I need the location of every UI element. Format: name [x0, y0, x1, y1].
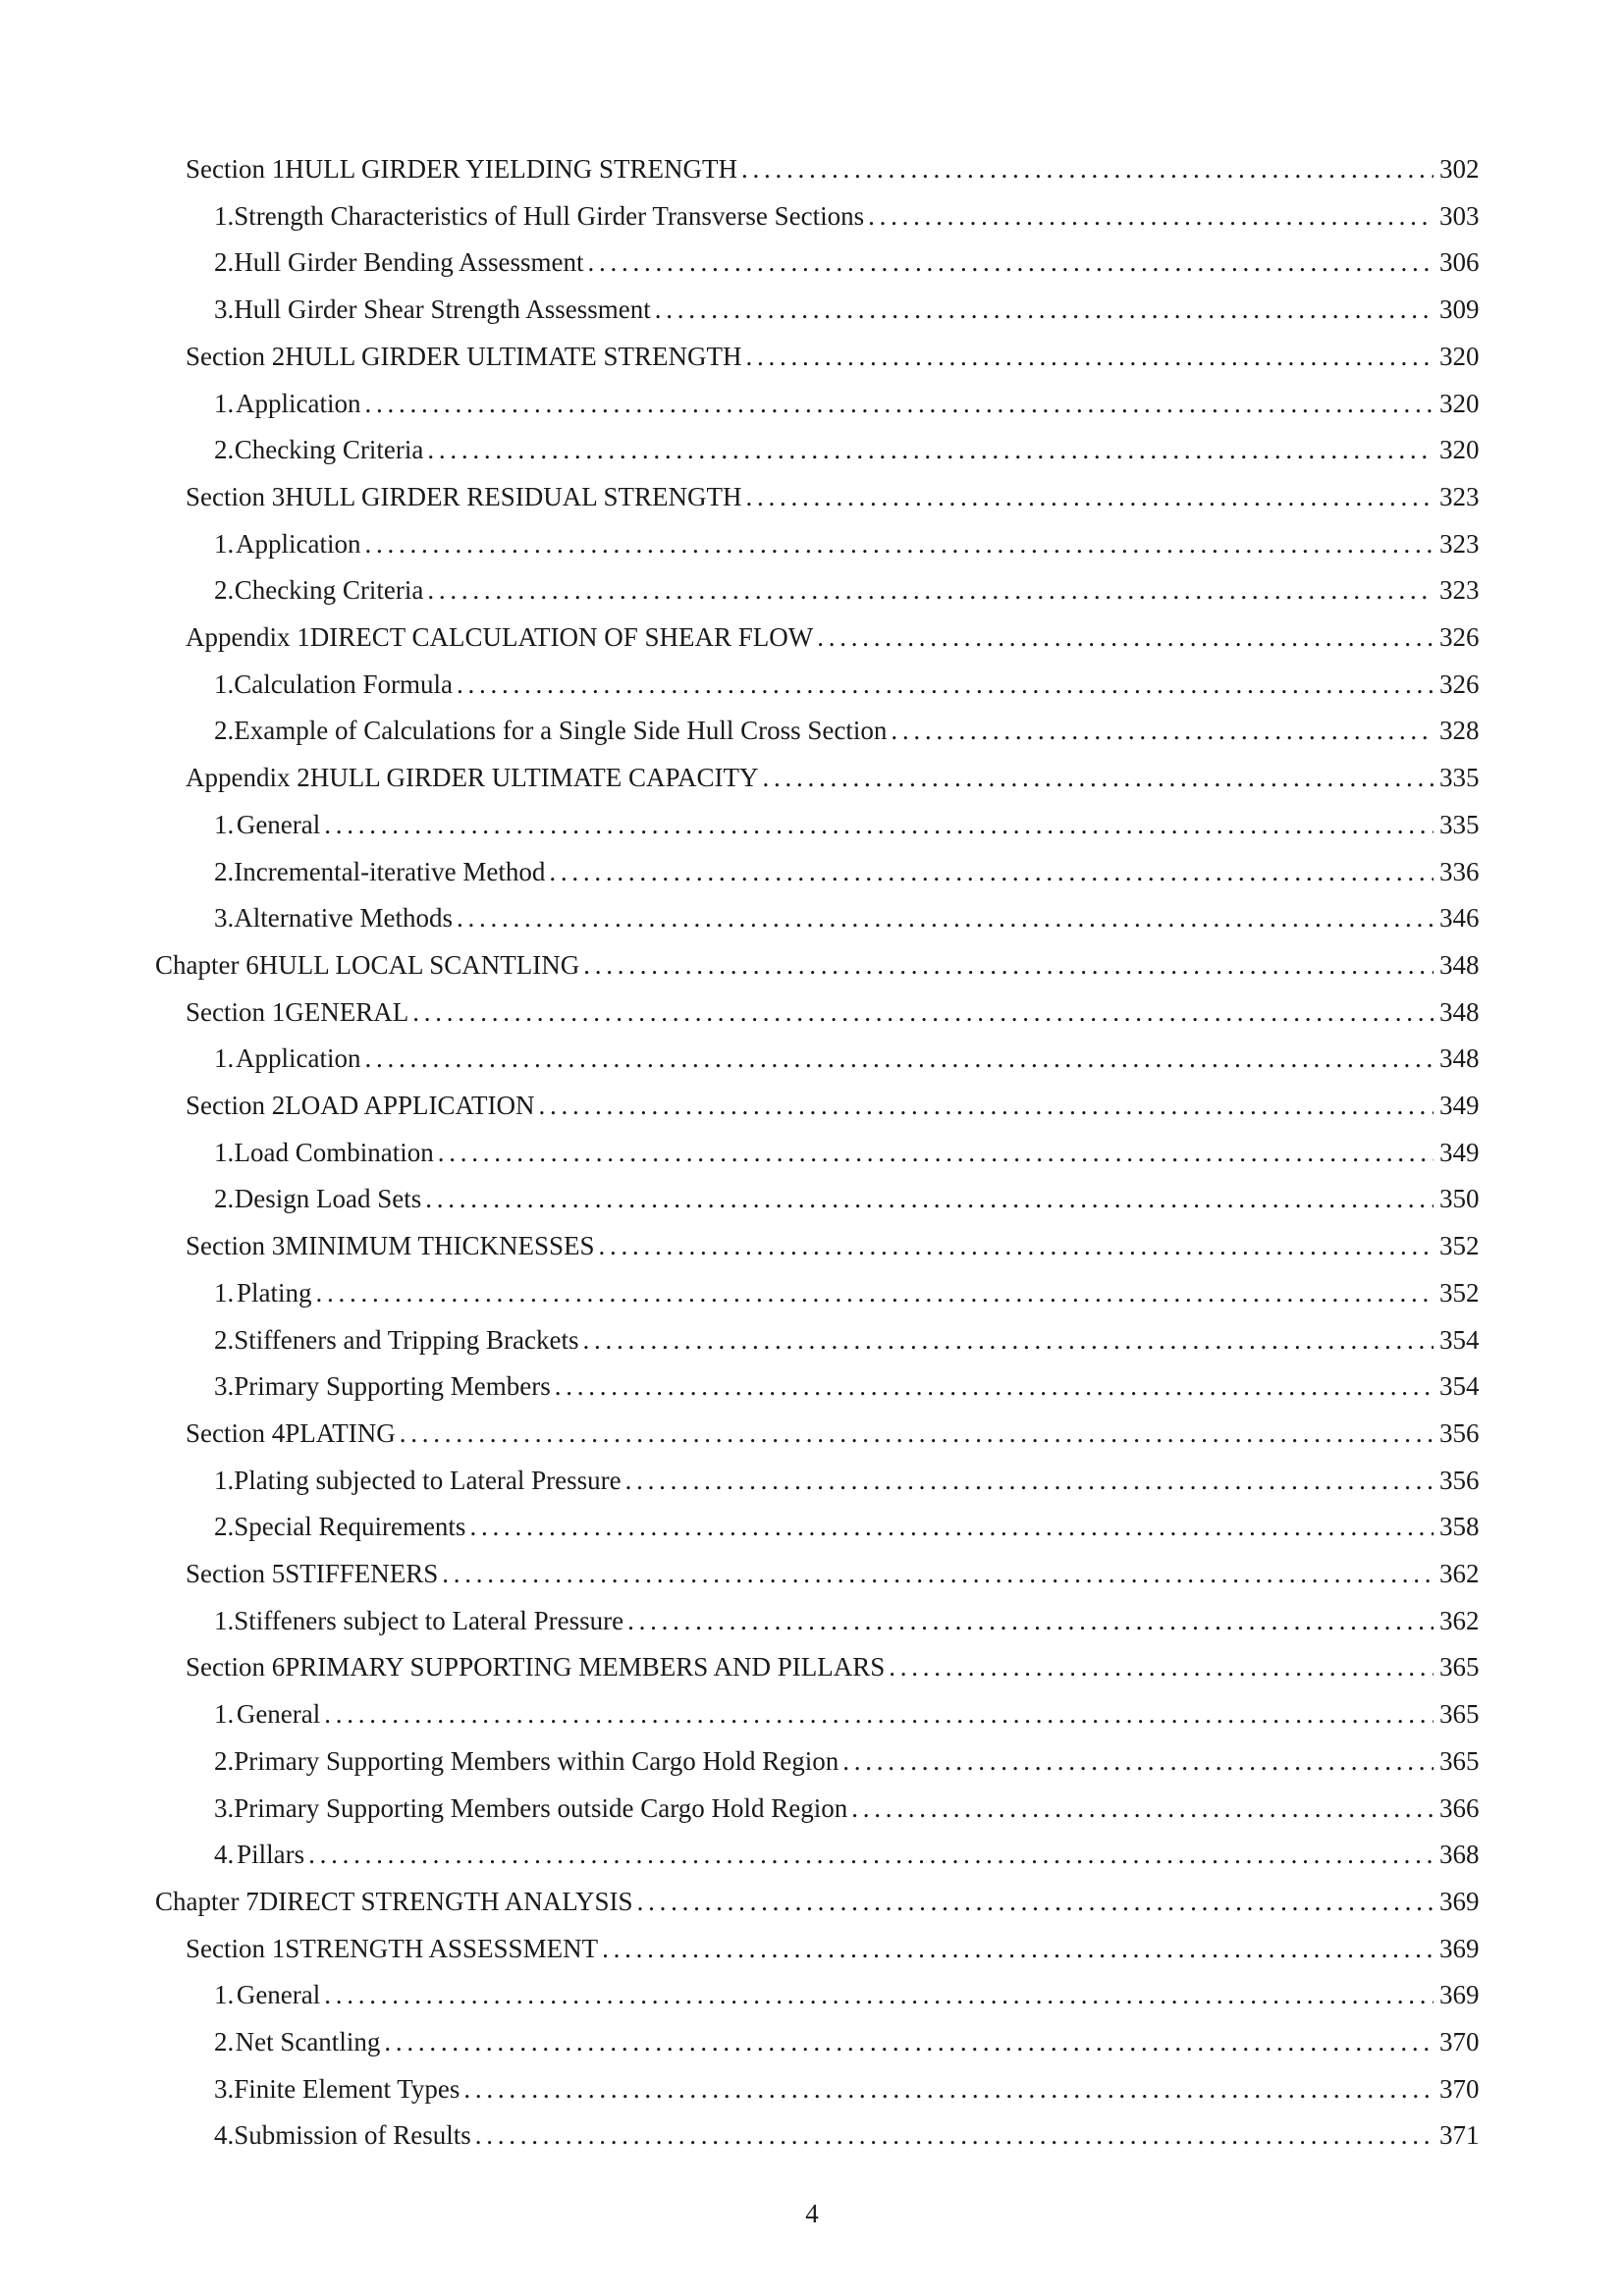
- toc-entry-title: Load Combination: [234, 1137, 434, 1167]
- toc-entry-item[interactable]: [214, 711, 1479, 750]
- toc-entry-item[interactable]: [214, 665, 1479, 704]
- toc-entry-item[interactable]: [214, 1039, 1479, 1078]
- dot-leader: [539, 1086, 1434, 1125]
- toc-entry-title: HULL GIRDER RESIDUAL STRENGTH: [285, 481, 742, 511]
- page-number: 4: [805, 2199, 819, 2228]
- toc-entry-page: 354: [1439, 1324, 1480, 1355]
- toc-entry-page: 365: [1439, 1699, 1480, 1730]
- toc-entry-label: 2.: [214, 1745, 235, 1776]
- dot-leader: [457, 898, 1434, 937]
- toc-entry-page: 369: [1439, 1933, 1480, 1963]
- toc-entry-label: 2.: [214, 435, 235, 465]
- toc-entry-label: Chapter 7: [155, 1886, 259, 1916]
- toc-entry-chapter[interactable]: [155, 945, 1479, 985]
- dot-leader: [316, 1273, 1434, 1312]
- toc-entry-label: Section 2: [186, 1091, 286, 1120]
- toc-entry-label: 2.: [214, 856, 235, 886]
- toc-entry-page: 371: [1439, 2120, 1480, 2151]
- dot-leader: [891, 711, 1434, 750]
- toc-entry-section[interactable]: [186, 337, 1479, 376]
- toc-entry-label: 2.: [214, 1324, 235, 1355]
- toc-entry-page: 302: [1439, 154, 1480, 184]
- toc-entry-label: Section 2: [186, 341, 286, 371]
- toc-entry-item[interactable]: [214, 1601, 1479, 1640]
- toc-entry-item[interactable]: [214, 2069, 1479, 2109]
- toc-entry-item[interactable]: [214, 1366, 1479, 1406]
- toc-entry-label: 3.: [214, 2073, 235, 2104]
- toc-entry-label: 3.: [214, 294, 235, 325]
- toc-entry-label: Chapter 6: [155, 949, 259, 980]
- dot-leader: [842, 1741, 1434, 1781]
- toc-entry-item[interactable]: [214, 242, 1479, 282]
- toc-entry-section[interactable]: [186, 1929, 1479, 1968]
- dot-leader: [308, 1835, 1434, 1874]
- toc-entry-page: 328: [1439, 716, 1480, 746]
- toc-entry-title: Checking Criteria: [234, 575, 424, 606]
- toc-entry-title: Special Requirements: [234, 1512, 466, 1542]
- toc-entry-page: 349: [1439, 1091, 1480, 1120]
- toc-entry-label: 2.: [214, 716, 235, 746]
- toc-entry-appendix[interactable]: [186, 617, 1479, 657]
- dot-leader: [324, 1975, 1434, 2014]
- toc-entry-item[interactable]: [214, 852, 1479, 891]
- dot-leader: [549, 852, 1434, 891]
- toc-entry-item[interactable]: [214, 1694, 1479, 1734]
- toc-entry-page: 303: [1439, 200, 1480, 231]
- toc-entry-page: 306: [1439, 247, 1480, 278]
- toc-entry-page: 320: [1439, 435, 1480, 465]
- dot-leader: [463, 2069, 1434, 2109]
- dot-leader: [763, 758, 1435, 797]
- toc-entry-label: 1.: [214, 1043, 235, 1074]
- dot-leader: [412, 992, 1434, 1032]
- dot-leader: [582, 1320, 1434, 1360]
- dot-leader: [364, 384, 1434, 423]
- toc-entry-title: Net Scantling: [235, 2027, 381, 2056]
- toc-entry-title: Plating: [237, 1277, 312, 1308]
- toc-entry-item[interactable]: [214, 1273, 1479, 1312]
- toc-entry-page: 349: [1439, 1137, 1480, 1167]
- toc-entry-label: 1.: [214, 200, 235, 231]
- toc-entry-title: Submission of Results: [234, 2120, 471, 2151]
- toc-entry-page: 335: [1439, 809, 1480, 839]
- toc-entry-title: Primary Supporting Members: [234, 1371, 551, 1402]
- toc-entry-title: Application: [236, 1043, 361, 1074]
- toc-entry-label: 1.: [214, 1277, 235, 1308]
- toc-entry-page: 346: [1439, 903, 1480, 934]
- toc-entry-page: 358: [1439, 1512, 1480, 1542]
- toc-entry-item[interactable]: [214, 2022, 1479, 2061]
- toc-entry-section[interactable]: [186, 1086, 1479, 1125]
- toc-entry-item[interactable]: [214, 1835, 1479, 1874]
- dot-leader: [324, 1694, 1434, 1734]
- toc-entry-item[interactable]: [214, 1320, 1479, 1360]
- toc-entry-label: 2.: [214, 247, 235, 278]
- toc-entry-section[interactable]: [186, 1226, 1479, 1265]
- toc-entry-title: LOAD APPLICATION: [285, 1091, 535, 1120]
- toc-entry-item[interactable]: [214, 805, 1479, 844]
- toc-entry-label: 4.: [214, 1840, 235, 1870]
- toc-entry-title: MINIMUM THICKNESSES: [285, 1231, 595, 1261]
- toc-entry-page: 356: [1439, 1465, 1480, 1495]
- dot-leader: [889, 1647, 1434, 1686]
- toc-entry-item[interactable]: [214, 570, 1479, 610]
- toc-entry-label: 1.: [214, 668, 235, 699]
- toc-entry-title: Stiffeners subject to Lateral Pressure: [234, 1605, 624, 1635]
- dot-leader: [469, 1507, 1434, 1546]
- dot-leader: [625, 1461, 1434, 1500]
- toc-entry-page: 369: [1439, 1980, 1480, 2010]
- toc-entry-item[interactable]: [214, 290, 1479, 329]
- toc-entry-page: 369: [1439, 1886, 1480, 1916]
- toc-entry-item[interactable]: [214, 1461, 1479, 1500]
- toc-entry-label: Section 1: [186, 154, 286, 184]
- toc-entry-item[interactable]: [214, 196, 1479, 236]
- dot-leader: [475, 2115, 1434, 2155]
- toc-entry-page: 309: [1439, 294, 1480, 325]
- toc-entry-item[interactable]: [214, 1179, 1479, 1218]
- toc-entry-title: HULL GIRDER ULTIMATE STRENGTH: [285, 341, 742, 371]
- toc-entry-title: General: [236, 1699, 321, 1730]
- dot-leader: [587, 242, 1434, 282]
- toc-entry-label: 4.: [214, 2120, 235, 2151]
- toc-entry-item[interactable]: [214, 1975, 1479, 2014]
- toc-entry-label: 3.: [214, 1371, 235, 1402]
- dot-leader: [425, 1179, 1434, 1218]
- toc-entry-item[interactable]: [214, 430, 1479, 469]
- dot-leader: [627, 1601, 1434, 1640]
- toc-entry-title: STRENGTH ASSESSMENT: [285, 1933, 599, 1963]
- toc-entry-item[interactable]: [214, 524, 1479, 563]
- toc-entry-label: Section 3: [186, 481, 286, 511]
- toc-entry-page: 365: [1439, 1745, 1480, 1776]
- dot-leader: [868, 196, 1434, 236]
- toc-entry-item[interactable]: [214, 1789, 1479, 1828]
- toc-entry-title: DIRECT CALCULATION OF SHEAR FLOW: [309, 622, 814, 652]
- dot-leader: [427, 570, 1434, 610]
- toc-entry-title: HULL GIRDER YIELDING STRENGTH: [285, 154, 737, 184]
- toc-entry-item[interactable]: [214, 898, 1479, 937]
- toc-entry-section[interactable]: [186, 477, 1479, 516]
- dot-leader: [851, 1789, 1434, 1828]
- toc-entry-page: 362: [1439, 1559, 1480, 1588]
- toc-entry-label: 2.: [214, 575, 235, 606]
- dot-leader: [384, 2022, 1434, 2061]
- toc-entry-title: Application: [236, 528, 361, 559]
- toc-entry-label: 1.: [214, 388, 235, 418]
- dot-leader: [457, 665, 1434, 704]
- toc-entry-title: Hull Girder Bending Assessment: [234, 247, 584, 278]
- toc-entry-title: GENERAL: [285, 996, 409, 1027]
- toc-entry-label: 1.: [214, 528, 235, 559]
- toc-entry-page: 336: [1439, 856, 1480, 886]
- toc-entry-title: Primary Supporting Members outside Cargo Hold Region: [234, 1792, 848, 1823]
- toc-entry-label: Section 3: [186, 1231, 286, 1261]
- toc-entry-section[interactable]: [186, 1554, 1479, 1593]
- dot-leader: [655, 290, 1434, 329]
- toc-entry-section[interactable]: [186, 1647, 1479, 1686]
- toc-entry-title: STIFFENERS: [285, 1559, 439, 1588]
- dot-leader: [364, 1039, 1434, 1078]
- toc-entry-page: 350: [1439, 1184, 1480, 1214]
- dot-leader: [400, 1414, 1434, 1453]
- dot-leader: [745, 337, 1434, 376]
- toc-entry-label: 2.: [214, 1184, 235, 1214]
- toc-entry-title: Application: [236, 388, 361, 418]
- toc-entry-label: 3.: [214, 903, 235, 934]
- toc-entry-page: 352: [1439, 1277, 1480, 1308]
- toc-entry-chapter[interactable]: [155, 1882, 1479, 1921]
- toc-entry-item[interactable]: [214, 1741, 1479, 1781]
- toc-entry-title: Plating subjected to Lateral Pressure: [234, 1465, 622, 1495]
- dot-leader: [817, 617, 1434, 657]
- toc-entry-page: 348: [1439, 996, 1480, 1027]
- dot-leader: [364, 524, 1434, 563]
- toc-entry-label: 2.: [214, 1512, 235, 1542]
- toc-entry-title: Checking Criteria: [234, 435, 424, 465]
- toc-entry-title: General: [236, 809, 321, 839]
- dot-leader: [438, 1133, 1434, 1172]
- toc-entry-label: 1.: [214, 1980, 235, 2010]
- toc-entry-label: 1.: [214, 1465, 235, 1495]
- toc-entry-title: PLATING: [285, 1417, 396, 1448]
- toc-entry-label: Appendix 1: [186, 622, 310, 652]
- toc-entry-title: Strength Characteristics of Hull Girder Transverse Sections: [234, 200, 865, 231]
- toc-entry-page: 368: [1439, 1840, 1480, 1870]
- toc-entry-label: Section 5: [186, 1559, 286, 1588]
- toc-entry-title: Primary Supporting Members within Cargo Hold Region: [234, 1745, 839, 1776]
- toc-entry-title: Alternative Methods: [234, 903, 453, 934]
- toc-entry-label: 1.: [214, 1605, 235, 1635]
- toc-entry-title: Hull Girder Shear Strength Assessment: [234, 294, 651, 325]
- toc-entry-title: Stiffeners and Tripping Brackets: [234, 1324, 579, 1355]
- toc-entry-title: Pillars: [237, 1840, 305, 1870]
- toc-entry-item[interactable]: [214, 2115, 1479, 2155]
- dot-leader: [442, 1554, 1434, 1593]
- dot-leader: [741, 149, 1434, 188]
- toc-entry-item[interactable]: [214, 1507, 1479, 1546]
- dot-leader: [599, 1226, 1434, 1265]
- toc-entry-label: Appendix 2: [186, 763, 310, 793]
- toc-entry-page: 348: [1439, 949, 1480, 980]
- dot-leader: [637, 1882, 1434, 1921]
- toc-entry-label: 3.: [214, 1792, 235, 1823]
- toc-entry-appendix[interactable]: [186, 758, 1479, 797]
- toc-entry-page: 370: [1439, 2027, 1480, 2056]
- toc-entry-title: Design Load Sets: [234, 1184, 422, 1214]
- toc-entry-page: 323: [1439, 528, 1480, 559]
- toc-entry-page: 320: [1439, 388, 1480, 418]
- toc-entry-page: 352: [1439, 1231, 1480, 1261]
- toc-entry-section[interactable]: [186, 1414, 1479, 1453]
- toc-entry-section[interactable]: [186, 149, 1479, 188]
- toc-entry-title: HULL LOCAL SCANTLING: [258, 949, 580, 980]
- toc-entry-page: 356: [1439, 1417, 1480, 1448]
- dot-leader: [583, 945, 1434, 985]
- toc-entry-page: 362: [1439, 1605, 1480, 1635]
- toc-entry-page: 326: [1439, 668, 1480, 699]
- toc-entry-label: 1.: [214, 1699, 235, 1730]
- toc-entry-title: DIRECT STRENGTH ANALYSIS: [258, 1886, 633, 1916]
- dot-leader: [555, 1366, 1434, 1406]
- toc-entry-label: 2.: [214, 2027, 235, 2056]
- toc-entry-page: 354: [1439, 1371, 1480, 1402]
- toc-entry-page: 335: [1439, 763, 1480, 793]
- toc-entry-item[interactable]: [214, 1133, 1479, 1172]
- toc-entry-title: Incremental-iterative Method: [234, 856, 546, 886]
- toc-entry-label: 1.: [214, 1137, 235, 1167]
- toc-entry-title: HULL GIRDER ULTIMATE CAPACITY: [309, 763, 759, 793]
- dot-leader: [602, 1929, 1434, 1968]
- toc-entry-title: General: [236, 1980, 321, 2010]
- toc-entry-page: 326: [1439, 622, 1480, 652]
- toc-entry-page: 320: [1439, 341, 1480, 371]
- toc-entry-label: Section 4: [186, 1417, 286, 1448]
- toc-entry-page: 366: [1439, 1792, 1480, 1823]
- dot-leader: [427, 430, 1434, 469]
- toc-entry-page: 365: [1439, 1652, 1480, 1682]
- toc-entry-title: Calculation Formula: [234, 668, 453, 699]
- toc-entry-label: Section 1: [186, 996, 286, 1027]
- toc-entry-label: Section 6: [186, 1652, 286, 1682]
- dot-leader: [745, 477, 1434, 516]
- toc-entry-label: 1.: [214, 809, 235, 839]
- toc-entry-title: PRIMARY SUPPORTING MEMBERS AND PILLARS: [285, 1652, 886, 1682]
- toc-entry-section[interactable]: [186, 992, 1479, 1032]
- dot-leader: [324, 805, 1434, 844]
- toc-entry-title: Finite Element Types: [234, 2073, 460, 2104]
- toc-entry-page: 323: [1439, 481, 1480, 511]
- toc-entry-page: 370: [1439, 2073, 1480, 2104]
- toc-entry-page: 323: [1439, 575, 1480, 606]
- toc-entry-label: Section 1: [186, 1933, 286, 1963]
- toc-entry-page: 348: [1439, 1043, 1480, 1074]
- toc-entry-title: Example of Calculations for a Single Side Hull Cross Section: [234, 716, 888, 746]
- toc-entry-item[interactable]: [214, 384, 1479, 423]
